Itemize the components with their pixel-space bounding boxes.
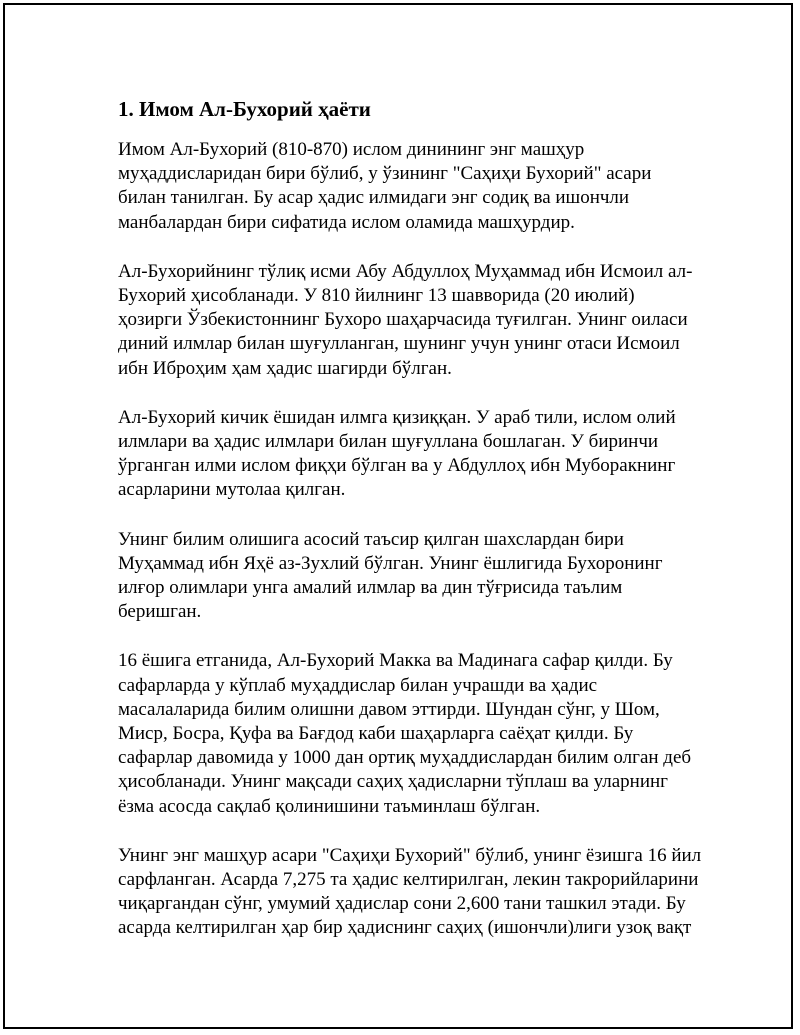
paragraph-early-education: Ал-Бухорий кичик ёшидан илмга қизиққан. У араб тили, ислом олий илмлари ва ҳадис илмлари билан шуғуллана бошлаган. У биринчи ўрганган илми ислом фиқҳи бўлган ва у Абдуллоҳ ибн Муборакнинг асарларини мутолаа қилган. (118, 406, 676, 501)
paragraph-teachers: Унинг билим олишига асосий таъсир қилган шахслардан бири Муҳаммад ибн Яҳё аз-Зухлий бўлган. Унинг ёшлигида Бухоронинг илғор олимлари унга амалий илмлар ва дин тўғрисида таълим беришган. (118, 528, 663, 623)
paragraph-full-name-birth: Ал-Бухорийнинг тўлиқ исми Абу Абдуллоҳ Муҳаммад ибн Исмоил ал- Бухорий ҳисобланади. У 810 йилнинг 13 шавворида (20 июлий) ҳозирги Ўзбекистоннинг Бухоро шаҳарчасида туғилган. Унинг оиласи диний илмлар билан шуғулланган, шунинг учун унинг отаси Исмоил ибн Иброҳим ҳам ҳадис шагирди бўлган. (118, 260, 693, 379)
section-heading: 1. Имом Ал-Бухорий ҳаёти (118, 97, 371, 121)
page-border (3, 3, 793, 1029)
paragraph-travels: 16 ёшига етганида, Ал-Бухорий Макка ва Мадинага сафар қилди. Бу сафарларда у кўплаб муҳаддислар билан учрашди ва ҳадис масалаларида билим олишни давом эттирди. Шундан сўнг, у Шом, Миср, Босра, Қуфа ва Бағдод каби шаҳарларга саёҳат қилди. Бу сафарлар давомида у 1000 дан ортиқ муҳаддислардан билим олган деб ҳисобланади. Унинг мақсади саҳиҳ ҳадисларни тўплаш ва уларнинг ёзма асосда сақлаб қолинишини таъминлаш бўлган. (118, 650, 692, 817)
paragraph-intro: Имом Ал-Бухорий (810-870) ислом динининг энг машҳур муҳаддисларидан бири бўлиб, у ўзининг "Саҳиҳи Бухорий" асари билан танилган. Бу асар ҳадис илмидаги энг содиқ ва ишончли манбалардан бири сифатида ислом оламида машҳурдир. (118, 139, 652, 233)
paragraph-sahih-bukhari: Унинг энг машҳур асари "Саҳиҳи Бухорий" бўлиб, унинг ёзишга 16 йил сарфланган. Асарда 7,275 та ҳадис келтирилган, лекин такрорийларини чиқаргандан сўнг, умумий ҳадислар сони 2,600 тани ташкил этади. Бу асарда келтирилган ҳар бир ҳадиснинг саҳиҳ (ишончли)лиги узоқ вақт (118, 844, 702, 939)
document-body (118, 93, 708, 966)
